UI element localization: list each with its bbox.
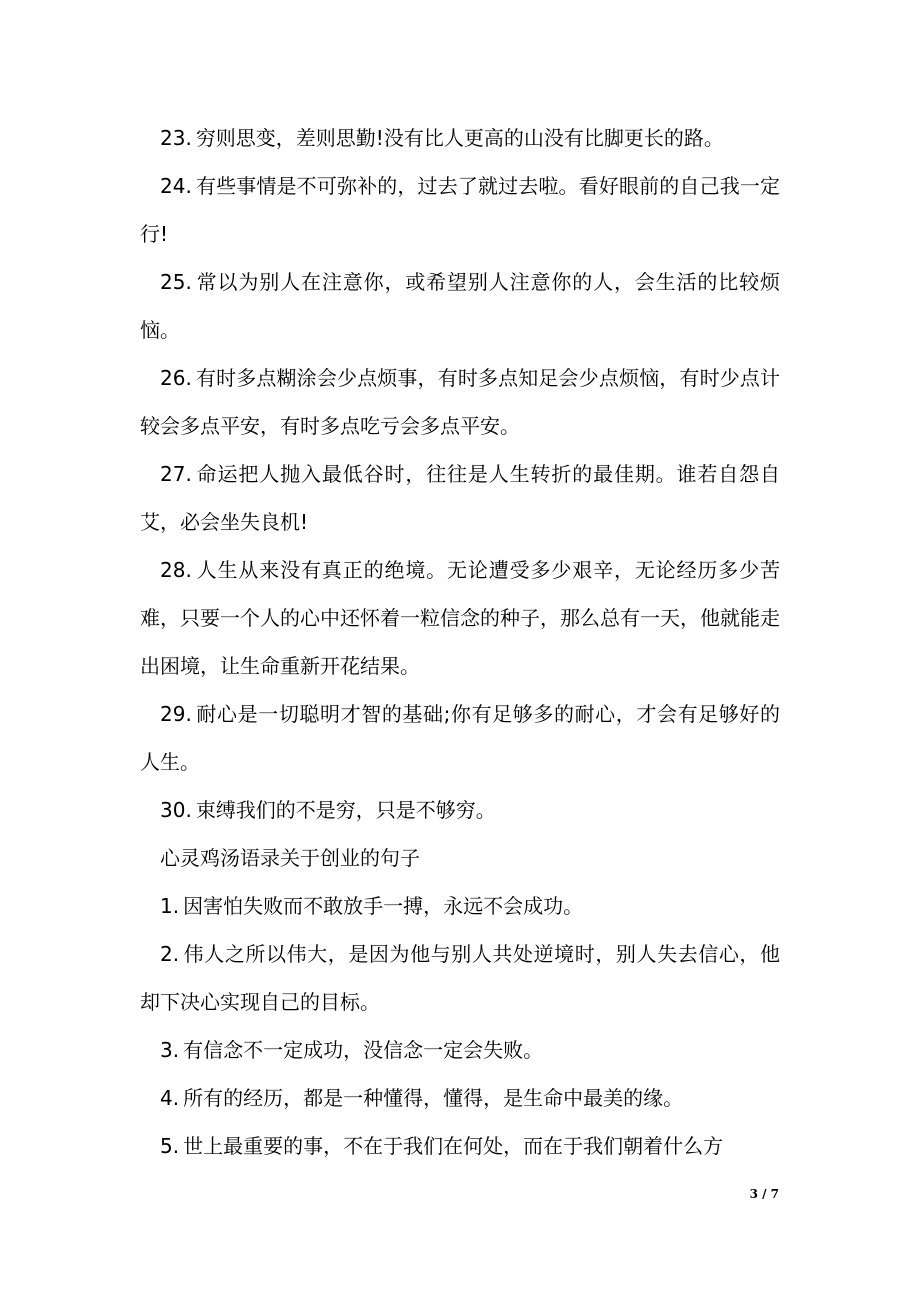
item-number: 23.: [160, 126, 192, 150]
item-number: 27.: [160, 462, 192, 486]
item-number: 30.: [160, 798, 192, 822]
document-body: [140, 114, 780, 1170]
paragraph-27: [140, 450, 780, 546]
paragraph-text: 有些事情是不可弥补的，过去了就过去啦。看好眼前的自己我一定行!: [140, 174, 780, 246]
paragraph-23: [140, 114, 780, 162]
paragraph-4: [140, 1074, 780, 1122]
section-heading-text: 心灵鸡汤语录关于创业的句子: [160, 846, 420, 870]
paragraph-text: 有时多点糊涂会少点烦事，有时多点知足会少点烦恼，有时少点计较会多点平安，有时多点吃亏会多点平安。: [140, 366, 780, 438]
paragraph-28: [140, 546, 780, 690]
item-number: 3.: [160, 1038, 180, 1062]
paragraph-3: [140, 1026, 780, 1074]
item-number: 4.: [160, 1086, 180, 1110]
paragraph-text: 因害怕失败而不敢放手一搏，永远不会成功。: [183, 894, 584, 918]
paragraph-text: 世上最重要的事，不在于我们在何处，而在于我们朝着什么方: [183, 1134, 724, 1158]
paragraph-text: 耐心是一切聪明才智的基础;你有足够多的耐心，才会有足够好的人生。: [140, 702, 780, 774]
page-number: 3 / 7: [749, 1187, 779, 1201]
paragraph-30: [140, 786, 780, 834]
item-number: 5.: [160, 1134, 180, 1158]
paragraph-29: [140, 690, 780, 786]
paragraph-1: [140, 882, 780, 930]
paragraph-25: [140, 258, 780, 354]
paragraph-text: 人生从来没有真正的绝境。无论遭受多少艰辛，无论经历多少苦难，只要一个人的心中还怀着一粒信念的种子，那么总有一天，他就能走出困境，让生命重新开花结果。: [140, 558, 780, 678]
paragraph-text: 所有的经历，都是一种懂得，懂得，是生命中最美的缘。: [183, 1086, 684, 1110]
item-number: 2.: [160, 942, 180, 966]
paragraph-text: 有信念不一定成功，没信念一定会失败。: [183, 1038, 544, 1062]
paragraph-text: 命运把人抛入最低谷时，往往是人生转折的最佳期。谁若自怨自艾，必会坐失良机!: [140, 462, 780, 534]
item-number: 1.: [160, 894, 180, 918]
paragraph-24: [140, 162, 780, 258]
item-number: 25.: [160, 270, 192, 294]
item-number: 29.: [160, 702, 192, 726]
paragraph-2: [140, 930, 780, 1026]
section-heading: [140, 834, 780, 882]
paragraph-text: 穷则思变，差则思勤!没有比人更高的山没有比脚更长的路。: [195, 126, 724, 150]
item-number: 28.: [160, 558, 192, 582]
paragraph-text: 常以为别人在注意你，或希望别人注意你的人，会生活的比较烦恼。: [140, 270, 780, 342]
paragraph-5: [140, 1122, 780, 1170]
item-number: 26.: [160, 366, 192, 390]
item-number: 24.: [160, 174, 192, 198]
paragraph-text: 束缚我们的不是穷，只是不够穷。: [195, 798, 496, 822]
paragraph-text: 伟人之所以伟大，是因为他与别人共处逆境时，别人失去信心，他却下决心实现自己的目标。: [140, 942, 780, 1014]
paragraph-26: [140, 354, 780, 450]
